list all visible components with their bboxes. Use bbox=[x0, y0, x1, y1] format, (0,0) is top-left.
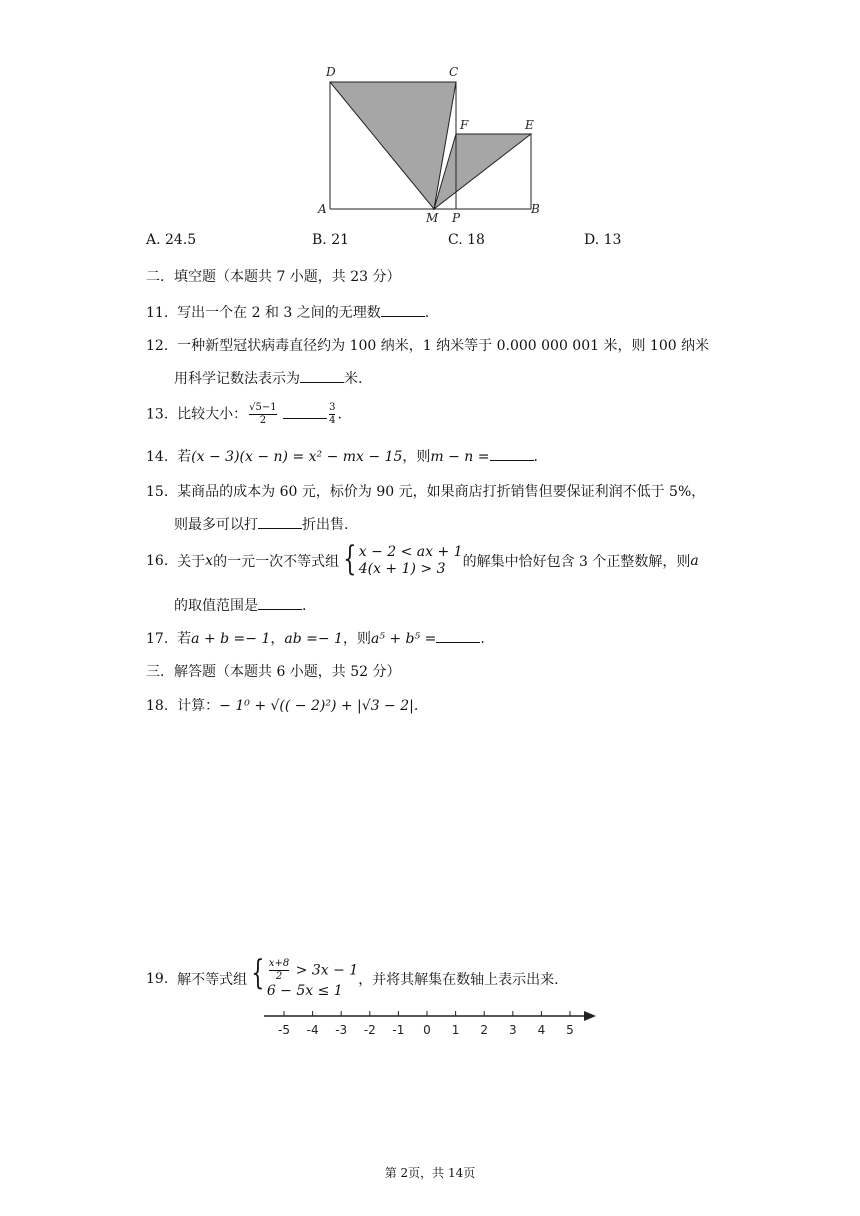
fraction-2-numerator: 3 bbox=[329, 402, 336, 413]
tick-label: 2 bbox=[480, 1023, 489, 1037]
question-12-line1 bbox=[146, 335, 709, 355]
tick-label: -2 bbox=[363, 1023, 376, 1037]
q15-line2a: 则最多可以打 bbox=[174, 517, 258, 533]
q18-prefix: 计算： bbox=[177, 698, 220, 714]
system-line-1-rest: > 3x − 1 bbox=[291, 962, 359, 979]
question-14 bbox=[146, 446, 538, 466]
question-15-line2 bbox=[174, 514, 348, 534]
q16-var-a: a bbox=[690, 553, 699, 569]
q13-number: 13. bbox=[146, 406, 169, 423]
inequality-system: { x − 2 < ax + 1 4(x + 1) > 3 bbox=[343, 539, 463, 579]
q17-mid: ，则 bbox=[342, 631, 371, 647]
label-m: M bbox=[426, 211, 439, 225]
geometry-figure bbox=[310, 60, 550, 230]
tick-label: 0 bbox=[423, 1023, 431, 1037]
label-f: F bbox=[460, 118, 469, 132]
q18-expression: − 1⁰ + √(( − 2)²) + |√3 − 2|. bbox=[219, 698, 419, 714]
q15-line1: 某商品的成本为 60 元，标价为 90 元，如果商店打折销售但要保证利润不低于 5%， bbox=[177, 484, 706, 500]
label-a: A bbox=[318, 202, 327, 216]
q19-prefix: 解不等式组 bbox=[177, 972, 248, 988]
question-12-line2 bbox=[174, 368, 362, 388]
q16-prefix: 关于 bbox=[177, 554, 206, 570]
q17-end: . bbox=[480, 631, 485, 647]
answer-blank bbox=[300, 370, 344, 383]
q17-expression-1: a + b =− 1 bbox=[191, 631, 271, 647]
q13-prefix: 比较大小： bbox=[177, 406, 248, 423]
q19-suffix: ，并将其解集在数轴上表示出来. bbox=[358, 972, 559, 988]
fraction-1 bbox=[249, 402, 276, 427]
tick-label: -1 bbox=[392, 1023, 405, 1037]
q19-number: 19. bbox=[146, 971, 169, 987]
answer-blank bbox=[283, 410, 327, 419]
q16-suffix: 的解集中恰好包含 3 个正整数解，则 bbox=[462, 554, 691, 570]
label-p: P bbox=[452, 211, 461, 225]
answer-blank bbox=[436, 630, 480, 643]
tick-label: 5 bbox=[566, 1023, 574, 1037]
shaded-triangle-dcm bbox=[330, 82, 456, 209]
tick-label: 1 bbox=[451, 1023, 460, 1037]
option-c: C. 18 bbox=[448, 232, 485, 248]
q14-expression: (x − 3)(x − n) = x² − mx − 15 bbox=[191, 449, 403, 465]
q11-number: 11. bbox=[146, 305, 169, 321]
fraction-1-denominator: 2 bbox=[259, 415, 267, 426]
label-e: E bbox=[525, 118, 534, 132]
answer-blank bbox=[381, 304, 425, 317]
q16-mid: 的一元一次不等式组 bbox=[213, 554, 340, 570]
inequality-system: { $\frac{x+8}{2}$ > 3x − 1 6 − 5x ≤ 1 bbox=[251, 953, 359, 999]
fraction-2 bbox=[329, 402, 335, 427]
q18-number: 18. bbox=[146, 698, 169, 714]
fraction-denominator: 2 bbox=[275, 971, 283, 982]
q17-expression-3: a⁵ + b⁵ = bbox=[370, 631, 437, 647]
q12-number: 12. bbox=[146, 338, 169, 354]
fraction bbox=[269, 958, 289, 983]
tick-label: 3 bbox=[508, 1023, 517, 1037]
q15-number: 15. bbox=[146, 484, 169, 500]
label-b: B bbox=[531, 202, 540, 216]
q12-line2a: 用科学记数法表示为 bbox=[174, 371, 300, 387]
q14-expression-2: m − n = bbox=[430, 449, 490, 465]
answer-blank bbox=[258, 597, 302, 610]
system-line-2: 4(x + 1) > 3 bbox=[358, 561, 446, 577]
q14-mid: ，则 bbox=[402, 449, 431, 465]
fraction-1-numerator: √5−1 bbox=[249, 402, 277, 413]
option-b: B. 21 bbox=[312, 232, 350, 248]
q11-end: . bbox=[424, 305, 430, 321]
fraction-2-denominator: 4 bbox=[329, 415, 336, 426]
label-d: D bbox=[326, 65, 336, 79]
question-15-line1 bbox=[146, 481, 705, 501]
question-13 bbox=[146, 402, 342, 427]
q17-number: 17. bbox=[146, 631, 169, 647]
arrow-head bbox=[584, 1011, 596, 1021]
tick-label: 4 bbox=[537, 1023, 546, 1037]
section-3-heading: 三．解答题（本题共 6 小题，共 52 分） bbox=[146, 664, 401, 680]
tick-label: -4 bbox=[306, 1023, 319, 1037]
tick-label: -5 bbox=[278, 1023, 290, 1037]
section-2-heading: 二．填空题（本题共 7 小题，共 23 分） bbox=[146, 269, 401, 285]
q14-prefix: 若 bbox=[177, 449, 192, 465]
q14-end: . bbox=[533, 449, 538, 465]
system-line-1 bbox=[267, 958, 358, 983]
answer-blank bbox=[258, 516, 302, 529]
q12-line1: 一种新型冠状病毒直径约为 100 纳米，1 纳米等于 0.000 000 001 米，则 100 纳米 bbox=[177, 338, 710, 354]
q17-prefix: 若 bbox=[177, 631, 192, 647]
page-footer: 第 2页，共 14页 bbox=[384, 1166, 476, 1180]
question-17 bbox=[146, 628, 485, 648]
option-d: D. 13 bbox=[584, 232, 622, 248]
number-line bbox=[262, 1006, 602, 1046]
q16-number: 16. bbox=[146, 553, 169, 569]
q17-expression-2: ab =− 1 bbox=[284, 631, 343, 647]
question-19 bbox=[146, 953, 559, 1000]
option-a: A. 24.5 bbox=[146, 232, 197, 248]
system-line-2: 6 − 5x ≤ 1 bbox=[266, 983, 343, 999]
system-line-1: x − 2 < ax + 1 bbox=[358, 544, 463, 560]
answer-blank bbox=[490, 448, 534, 461]
shaded-triangle-fem bbox=[434, 134, 531, 209]
q16-var-x: x bbox=[205, 553, 214, 569]
q14-number: 14. bbox=[146, 449, 169, 465]
q17-sep: ， bbox=[270, 631, 285, 647]
question-16-line2 bbox=[174, 595, 306, 615]
fraction-numerator: x+8 bbox=[268, 958, 290, 969]
question-18 bbox=[146, 695, 418, 715]
q11-text: 写出一个在 2 和 3 之间的无理数 bbox=[177, 305, 381, 321]
label-c: C bbox=[449, 65, 459, 79]
q16-end: . bbox=[302, 598, 307, 614]
q15-line2b: 折出售. bbox=[302, 517, 349, 533]
q13-end: . bbox=[337, 406, 342, 423]
q16-line2a: 的取值范围是 bbox=[174, 598, 258, 614]
tick-label: -3 bbox=[335, 1023, 348, 1037]
q12-line2b: 米. bbox=[344, 371, 363, 387]
question-16-line1 bbox=[146, 539, 699, 579]
question-11 bbox=[146, 302, 429, 322]
